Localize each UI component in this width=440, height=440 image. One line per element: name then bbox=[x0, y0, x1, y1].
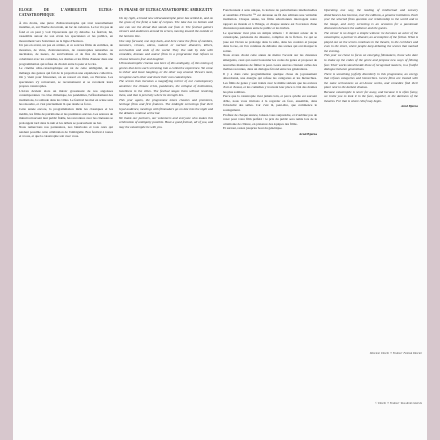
paragraph: The screen then becomes a magnifying mirror of our contemporary anxieties: the climate crisis, pandemics, the collapse of institutions, loneliness in the cities. The festival stages them without resolving them, and that is precisely where its strength lies. bbox=[119, 79, 213, 98]
credit-caption: © Utrecht ™ Festival · Tous droits réservés bbox=[375, 402, 422, 405]
paragraph: Because catastrophe is never far away, and because it is often funny, we invite you to look it in the face, together, in the darkness of the theatres. For that is where relief may begin. bbox=[324, 89, 418, 103]
paragraph: À ma droite, une pièce d'ultracatastrophe qui s'est nouvellement installée, et, sur l'herbe du terrain, un lac de cadavres. Le lac n'a pas de fond et on peut y voir l'épouvante qui s'y détache. Le festival, lui, rassemble autour de son écran les spectateurs et les publics, en mouvement vers l'extérieur ou la ligne d'horizon. bbox=[19, 20, 113, 43]
column-heading: ÉLOGE DE L'AMBIGUÏTÉ ULTRA-CATASTROPHIQUE bbox=[19, 8, 113, 17]
paragraph: Il y a dans cette programmation quelque chose de joyeusement désordonné, une énergie qui refuse les catégories et les hiérarchies. Les films de genre y sont traités avec le même sérieux que les œuvres d'art et d'essai, et les comédies y trouvent leur place à côté des drames les plus sombres. bbox=[223, 71, 317, 94]
right-margin-band bbox=[427, 0, 440, 440]
paragraph: Et surtout, restez jusqu'au bout du générique. bbox=[223, 126, 283, 131]
paragraph: The viewer is no longer a simple witness: he becomes an actor of the catastrophe, a partner in disaster, an accomplice of the fiction. What is played out on the screen continues in the theatre, in the corridors and even in the street, where people keep debating the scenes that marked the evening. bbox=[324, 30, 418, 53]
paragraph: Le cinéma ultra-catastrophique est né de cette ambiguïté, de ce mélange des genres qui fait de la projection une expérience collective. On y vient pour frissonner, on en ressort en riant, ou l'inverse. Les spectateurs s'y retrouvent, se reconnaissent et se racontent leurs propres catastrophes. bbox=[19, 66, 113, 89]
column-english-intro bbox=[119, 8, 213, 354]
paragraph: Parce que la catastrophe n'est jamais loin, et parce qu'elle est souvent drôle, nous vous invitons à la regarder en face, ensemble, dans l'obscurité des salles. Car c'est là, peut-être, que commence le soulagement. bbox=[223, 94, 317, 113]
column-english-continued bbox=[324, 8, 418, 344]
paragraph: This year we chose to focus on emerging filmmakers, those who dare to shake up the codes of the genre and propose new ways of filming fear. Their works stand beside those of recognised masters, in a fruitful dialogue between generations. bbox=[324, 53, 418, 72]
paragraph: This year again, the programme mixes classics and premieres, heritage films and first features. The midnight screenings find their loyal audience, meetings with filmmakers go on late into the night and the debates continue at the bar. bbox=[119, 97, 213, 116]
paragraph: There is something joyfully disorderly in this programme, an energy that refuses categories and hierarchies. Genre films are treated with the same seriousness as art-house works, and comedies find their place next to the darkest dramas. bbox=[324, 71, 418, 90]
paragraph: Profitez de chaque séance, laissez-vous surprendre, et n'oubliez pas de voter pour votre film préféré : le prix du public sera remis lors de la cérémonie de clôture, en présence des équipes des films. bbox=[223, 112, 317, 126]
column-french-continued bbox=[223, 8, 317, 428]
paragraph: Nous avons choisi cette année de mettre l'accent sur les cinéastes émergents, ceux qui osent bousculer les codes du genre et proposer de nouvelles manières de filmer la peur. Leurs œuvres côtoient celles des maîtres reconnus, dans un dialogue fécond entre les générations. bbox=[223, 53, 317, 72]
photo-caption: Directeur Utrecht ™ Festival · Festival Director bbox=[369, 352, 422, 355]
signature: Arnd Bjerna bbox=[400, 104, 418, 109]
column-french-intro bbox=[19, 8, 113, 368]
paragraph: On my right, a brand new ultracatastrophe piece has settled in, and on the grass of the field, a lake of corpses. The lake has no bottom and one can see the dread that stands out from it. The festival gathers viewers and audiences around its screen, moving toward the outside or the horizon line. bbox=[119, 15, 213, 38]
paragraph: Le spectateur n'est plus un simple témoin : il devient acteur de la catastrophe, partenaire du désastre, complice de la fiction. Ce qui se joue sur l'écran se prolonge dans la salle, dans les couloirs et jusque dans la rue, où l'on continue de débattre des scènes qui ont marqué la soirée. bbox=[223, 30, 317, 53]
signature: Arnd Bjerna bbox=[298, 131, 317, 136]
left-margin-band bbox=[0, 0, 13, 440]
paragraph: We thank our partners, our volunteers and everyone who makes this celebration of ambiguity possible. Have a good festival, all of you, and may the catastrophe be with you. bbox=[119, 115, 213, 129]
paragraph: One step forward, one step back, and here come the films of zombies, monsters, viruses, aliens, natural or nuclear disasters, killers, survivalists and ends of the world. They live side by side with comedies, dramas and auteur films in a programme that refuses to choose between fear and laughter. bbox=[119, 38, 213, 61]
paragraph: Nous remercions nos partenaires, nos bénévoles et tous ceux qui rendent possible cette célébration de l'ambiguïté. Bon festival à toutes et à tous, et que la catastrophe soit avec vous. bbox=[19, 125, 113, 139]
paragraph: L'écran devient alors un miroir grossissant de nos angoisses contemporaines : la crise climatique, les pandémies, l'effondrement des institutions, la solitude dans les villes. Le festival les met en scène sans les résoudre, et c'est précisément là que réside sa force. bbox=[19, 88, 113, 107]
paragraph: Un pas en avant, un pas en arrière, et ce sont les films de zombies, de monstres, de virus, d'extraterrestres, de catastrophes naturelles ou nucléaires, de tueurs, de survivalistes et de fins du monde. Ils cohabitent avec les comédies, les drames et les films d'auteur dans une programmation qui refuse de choisir entre la peur et le rire. bbox=[19, 43, 113, 66]
paragraph: Cette année encore, la programmation mêle les classiques et les inédits, les films de patrimoine et les premières œuvres. Les séances de minuit retrouvent leur public fidèle, les rencontres avec les cinéastes se prolongent tard dans la nuit et les débats se poursuivent au bar. bbox=[19, 106, 113, 125]
paragraph: Fonctionnant à sens unique, la lecture de perturbations intellectuelles et sensibles d'Utrecht ™ est devenue au fil des éditions une véritable institution. Chaque année, les films sélectionnés interrogent notre rapport au monde et à l'image, et chaque séance est l'occasion d'une discussion passionnée entre le public et les invités. bbox=[223, 8, 317, 31]
paragraph: Ultracatastrophic cinema was born of this ambiguity, of this mixing of genres that turns each screening into a collective experience. We come to shiver and leave laughing, or the other way around. Viewers meet, recognise each other and share their own catastrophes. bbox=[119, 61, 213, 79]
paragraph: Operating one way, the reading of intellectual and sensory disturbances has become, over the editions, a genuine institution. Each year the selected films question our relationship to the world and to the image, and every screening is an occasion for a passionate discussion between the audience and the guests. bbox=[324, 8, 418, 31]
column-heading: IN PRAISE OF ULTRACATASTROPHIC AMBIGUITY bbox=[119, 8, 213, 12]
